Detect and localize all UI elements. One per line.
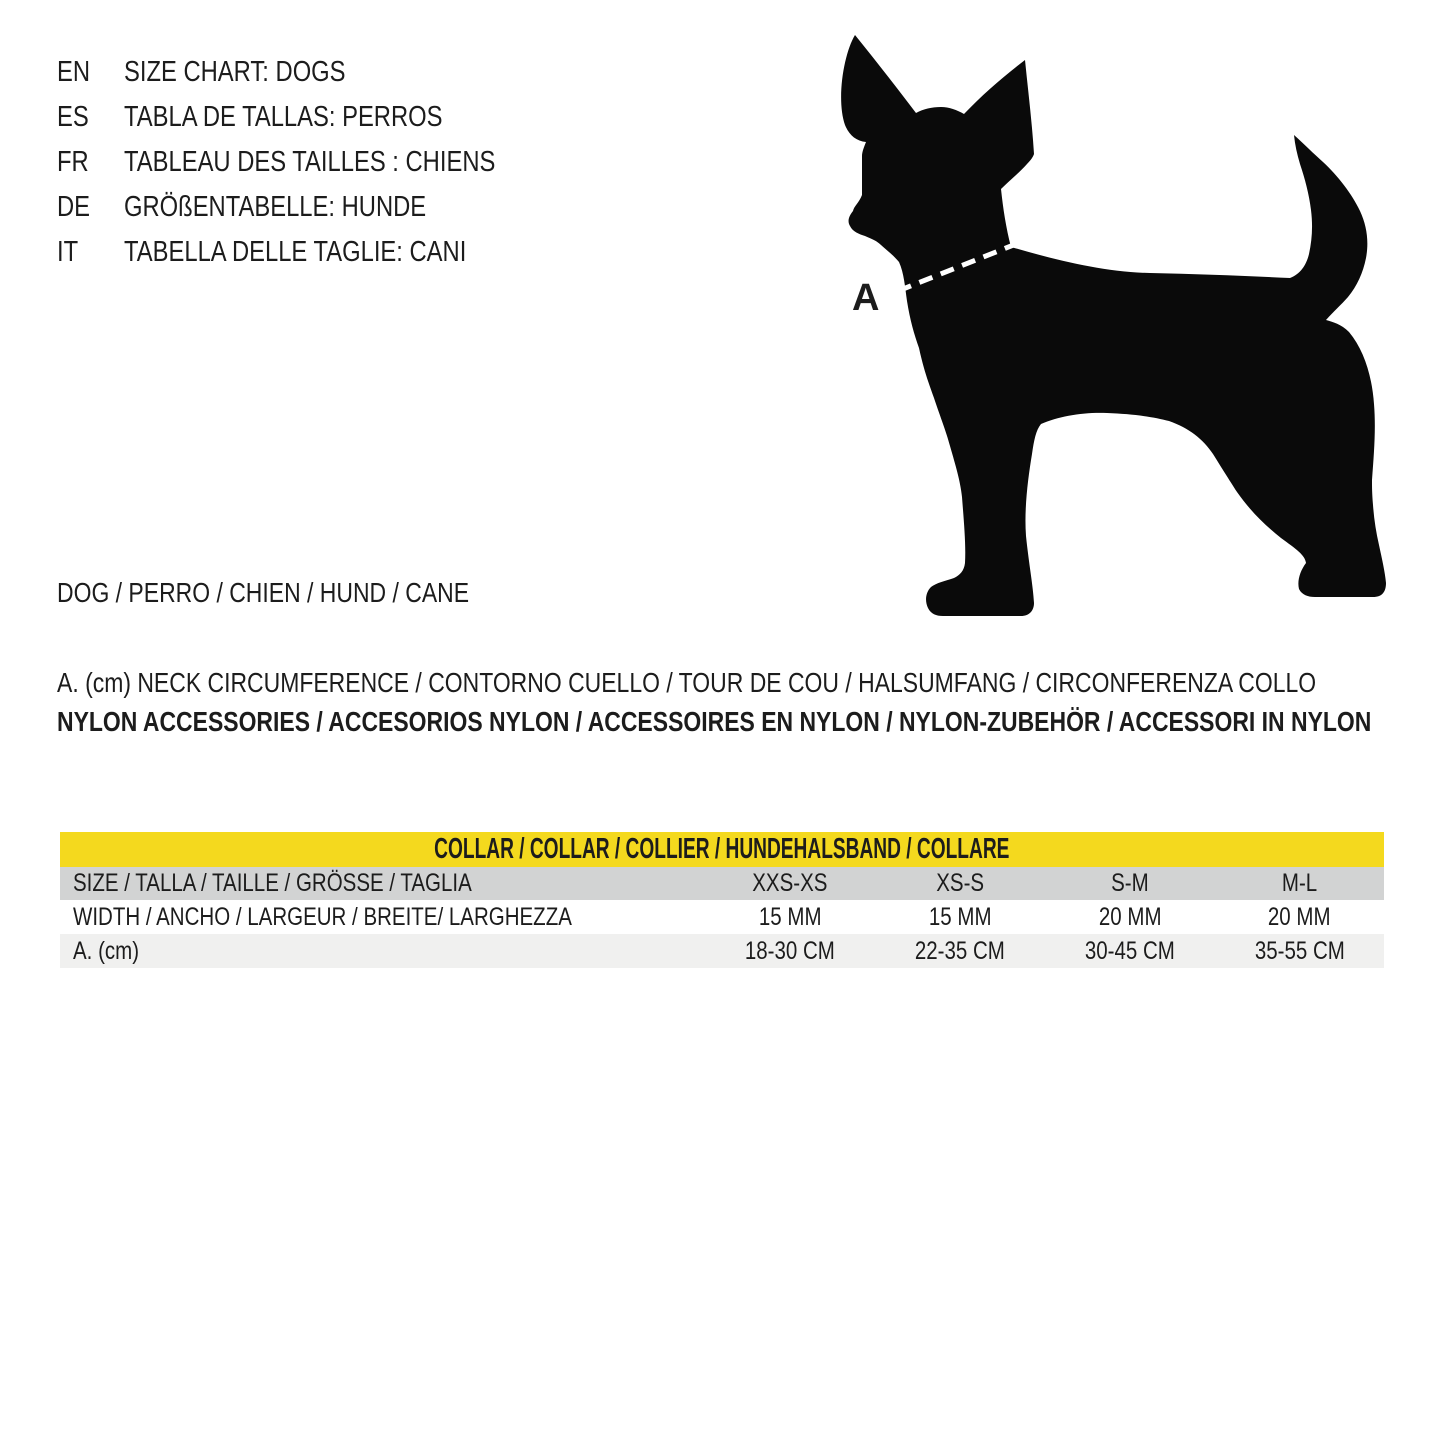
collar-size-table: [60, 832, 1384, 968]
collar-table-title-cell: [60, 832, 1384, 867]
language-code: IT: [57, 236, 79, 268]
size-value: XS-S: [936, 869, 984, 897]
material-note: [57, 705, 1445, 739]
language-code: DE: [57, 191, 91, 223]
measure-point-label: A: [852, 277, 880, 319]
dog-silhouette-figure: [828, 25, 1408, 640]
width-row-label: WIDTH / ANCHO / LARGEUR / BREITE/ LARGHEZZA: [73, 902, 572, 931]
measurement-note: [57, 666, 1445, 700]
width-row: [60, 900, 1384, 934]
neck-value: 18-30 CM: [744, 936, 835, 965]
size-row-label: SIZE / TALLA / TAILLE / GRÖSSE / TAGLIA: [73, 869, 472, 897]
size-cell: [705, 867, 875, 900]
neck-cell: [1215, 934, 1384, 968]
material-note-text: NYLON ACCESSORIES / ACCESORIOS NYLON / ACCESSOIRES EN NYLON / NYLON-ZUBEHÖR / ACCESSORI IN NYLON: [57, 706, 1372, 737]
language-code: EN: [57, 56, 91, 88]
size-value: M-L: [1281, 869, 1318, 897]
language-title: TABLEAU DES TAILLES : CHIENS: [124, 146, 496, 178]
neck-circumference-row: [60, 934, 1384, 968]
width-value: 20 MM: [1098, 902, 1162, 931]
neck-value: 35-55 CM: [1254, 936, 1345, 965]
width-cell: [705, 900, 875, 934]
language-title: TABELLA DELLE TAGLIE: CANI: [124, 236, 467, 268]
neck-cell: [705, 934, 875, 968]
language-title: TABLA DE TALLAS: PERROS: [124, 101, 443, 133]
size-cell: [1215, 867, 1384, 900]
neck-cell: [875, 934, 1045, 968]
language-code: ES: [57, 101, 89, 133]
neck-cell: [1045, 934, 1215, 968]
width-value: 20 MM: [1268, 902, 1331, 931]
neck-row-label: A. (cm): [73, 936, 140, 965]
neck-value: 30-45 CM: [1084, 936, 1175, 965]
width-row-label-cell: [60, 900, 705, 934]
language-title: GRÖßENTABELLE: HUNDE: [124, 191, 427, 223]
size-value: S-M: [1111, 869, 1149, 897]
width-cell: [875, 900, 1045, 934]
language-title: SIZE CHART: DOGS: [124, 56, 346, 88]
width-value: 15 MM: [758, 902, 822, 931]
neck-row-label-cell: [60, 934, 705, 968]
size-row-label-cell: [60, 867, 705, 900]
size-cell: [1045, 867, 1215, 900]
size-row: [60, 867, 1384, 900]
dog-caption: [57, 576, 560, 610]
dog-caption-text: DOG / PERRO / CHIEN / HUND / CANE: [57, 577, 470, 608]
dog-silhouette-icon: [828, 25, 1408, 640]
size-value: XXS-XS: [752, 869, 828, 897]
collar-table-title: COLLAR / COLLAR / COLLIER / HUNDEHALSBAND / COLLARE: [434, 833, 1010, 865]
width-cell: [1215, 900, 1384, 934]
language-code: FR: [57, 146, 89, 178]
width-value: 15 MM: [928, 902, 992, 931]
neck-value: 22-35 CM: [914, 936, 1005, 965]
dog-body-shape: [841, 35, 1386, 616]
width-cell: [1045, 900, 1215, 934]
size-cell: [875, 867, 1045, 900]
collar-table-header-row: [60, 832, 1384, 867]
measurement-note-text: A. (cm) NECK CIRCUMFERENCE / CONTORNO CUELLO / TOUR DE COU / HALSUMFANG / CIRCONFERENZA COLLO: [57, 667, 1317, 698]
